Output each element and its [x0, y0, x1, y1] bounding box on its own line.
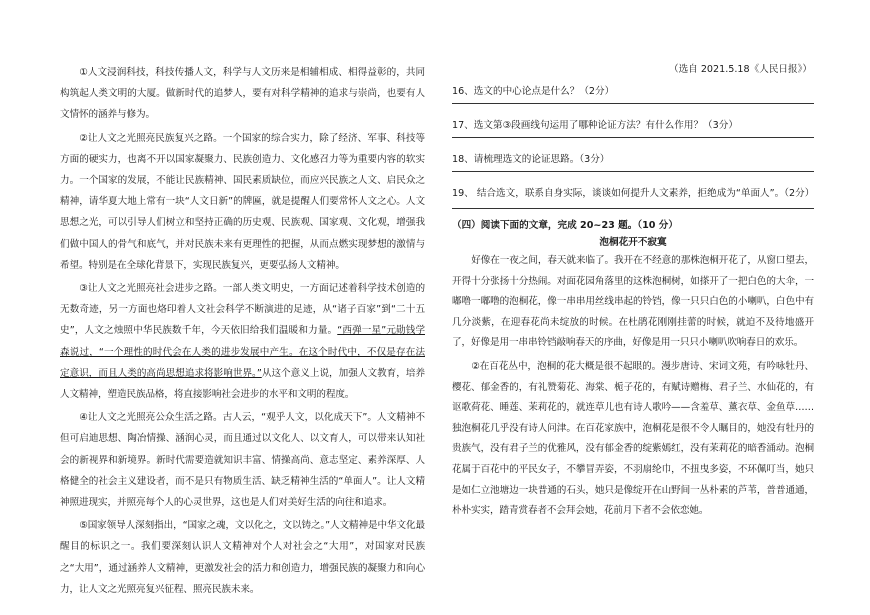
paragraph-2: ②让人文之光照亮民族复兴之路。一个国家的综合实力，除了经济、军事、科技等方面的硬实力，也离不开以国家凝聚力、民族创造力、文化感召力等为重要内容的软实力。一个国家的发展，不能让民族精神、国民素质缺位，而应兴民族之人文、启民众之精神，请华夏大地上常有一块“人文日新”的牌匾，就是提醒人们要常怀人文之心。人文思想之光，可以引导人们树立和坚持正确的历史观、民族观、国家观、文化观，增强我们做中国人的骨气和底气，并对民族未来有更理性的把握，从而点燃实现梦想的激情与希望。特别是在全球化背景下，实现民族复兴，更要弘扬人文精神。	[60, 132, 425, 271]
paragraph-5: ⑤国家领导人深刻指出，“国家之魂，文以化之，文以铸之。”人文精神是中华文化最醒目的标识之一。我们要深刻认识人文精神对个人对社会之“大用”，对国家对民族之“大用”，通过涵养人文精神，更激发社会的活力和创造力，增强民族的凝聚力和向心力，让人文之光照亮复兴征程、照亮民族未来。	[60, 520, 425, 595]
paragraph-1: ①人文浸润科技，科技传播人文，科学与人文历来是相辅相成、相得益彰的，共同构筑起人类文明的大厦。做新时代的追梦人，要有对科学精神的追求与崇尚，也要有人文情怀的涵养与修为。	[60, 67, 425, 121]
paragraph-3-text-a: ③让人文之光照亮社会进步之路。一部人类文明史，一方面记述着科学技术创造的无数奇迹，另一方面也烙印着人文社会科学不断演进的足迹，从“诸子百家”到“二十五史”，人文之烛照中华民族数千年，今天依旧给我们温暖和力量。	[60, 283, 425, 337]
question-18: 18、请梳理选文的论证思路。（3分）	[452, 154, 610, 165]
section-title: （四）阅读下面的文章，完成 20~23 题。（10 分）	[452, 220, 678, 231]
answer-line-19[interactable]	[452, 208, 814, 209]
question-19: 19、 结合选文，联系自身实际，谈谈如何提升人文素养，拒绝成为“单面人”。（2分）	[452, 188, 815, 199]
article-paragraph-2: ②在百花丛中，泡桐的花大概是很不起眼的。漫步唐诗、宋词文苑，有吟咏牡丹、樱花、郁金香的，有礼赞菊花、海棠、栀子花的，有赋诗赠梅、君子兰、水仙花的，有讴歌荷花、睡莲、茉莉花的，就连草儿也有诗人歌吟——含羞草、薰衣草、金鱼草……独泡桐花几乎没有诗人问津。在百花家族中，泡桐花是很不令人瞩目的，她没有牡丹的贵族气，没有君子兰的优雅风，没有郁金香的绽紫嫣红，没有茉莉花的暗香涌动。泡桐花属于百花中的平民女子，不攀冒弄姿，不羽扇纶巾，不扭曳多姿，不环佩叮当，她只是如仁立池塘边一块普通的石头，她只是像绽开在山野间一丛朴素的芦苇，普普通通，朴朴实实，踏青赏春者不会拜会她，花前月下者不会依恋她。	[452, 360, 814, 517]
article-paragraph-1: 好像在一夜之间，春天就来临了。我开在不经意的那株泡桐开花了，从窗口望去，开得十分张扬十分热闹。对面花园角落里的这株泡桐树，如搽开了一把白色的大伞，一嘟噜一嘟噜的泡桐花，像一串串用丝线串起的铃铛，像一只只白色的小喇叭，白色中有几分淡紫，在迎春花尚未绽放的时候。在杜鹃花刚刚挂蕾的时候，就迫不及待地盛开了，好像是用一串串铃铛敲响春天的序曲，好像是用一只只小喇叭吹响春日的欢乐。	[452, 255, 814, 349]
underlined-sentence: “西弹一星”元勋钱学森说过，“一个理性的时代会在人类的进步发展中产生。在这个时代中，不仅是存在法定意识，而且人类的高尚思想追求将影响世界。”	[60, 325, 425, 379]
article-title: 泡桐花开不寂寞	[599, 237, 667, 248]
paragraph-3	[60, 278, 425, 405]
paragraph-4: ④让人文之光照亮公众生活之路。古人云，“观乎人文，以化成天下”。人文精神不但可启迪思想、陶冶情操、涵润心灵，而且通过以文化人、以文育人，可以带来认知社会的新视界和新境界。新时代需要造就知识丰富、情操高尚、意志坚定、素养深厚、人格健全的社会主义建设者，而不是只有物质生活、缺乏精神生活的“单面人”。让人文精神照进现实，并照亮每个人的心灵世界，这也是人们对美好生活的向往和追求。	[60, 412, 425, 509]
source-citation: （选自 2021.5.18《人民日报》）	[668, 64, 812, 75]
answer-line-16[interactable]	[452, 103, 814, 104]
left-column	[60, 62, 425, 600]
answer-line-17[interactable]	[452, 137, 814, 138]
question-16: 16、选文的中心论点是什么？（2分）	[452, 86, 615, 97]
answer-line-18[interactable]	[452, 171, 814, 172]
right-column	[452, 62, 814, 522]
paragraph-3-text-b: 从这个意义上说，加强人文教育，培养人文精神，塑造民族品格，将直接影响社会进步的水平和文明的程度。	[60, 367, 425, 401]
question-17: 17、选文第③段画线句运用了哪种论证方法？有什么作用？（3分）	[452, 120, 738, 131]
